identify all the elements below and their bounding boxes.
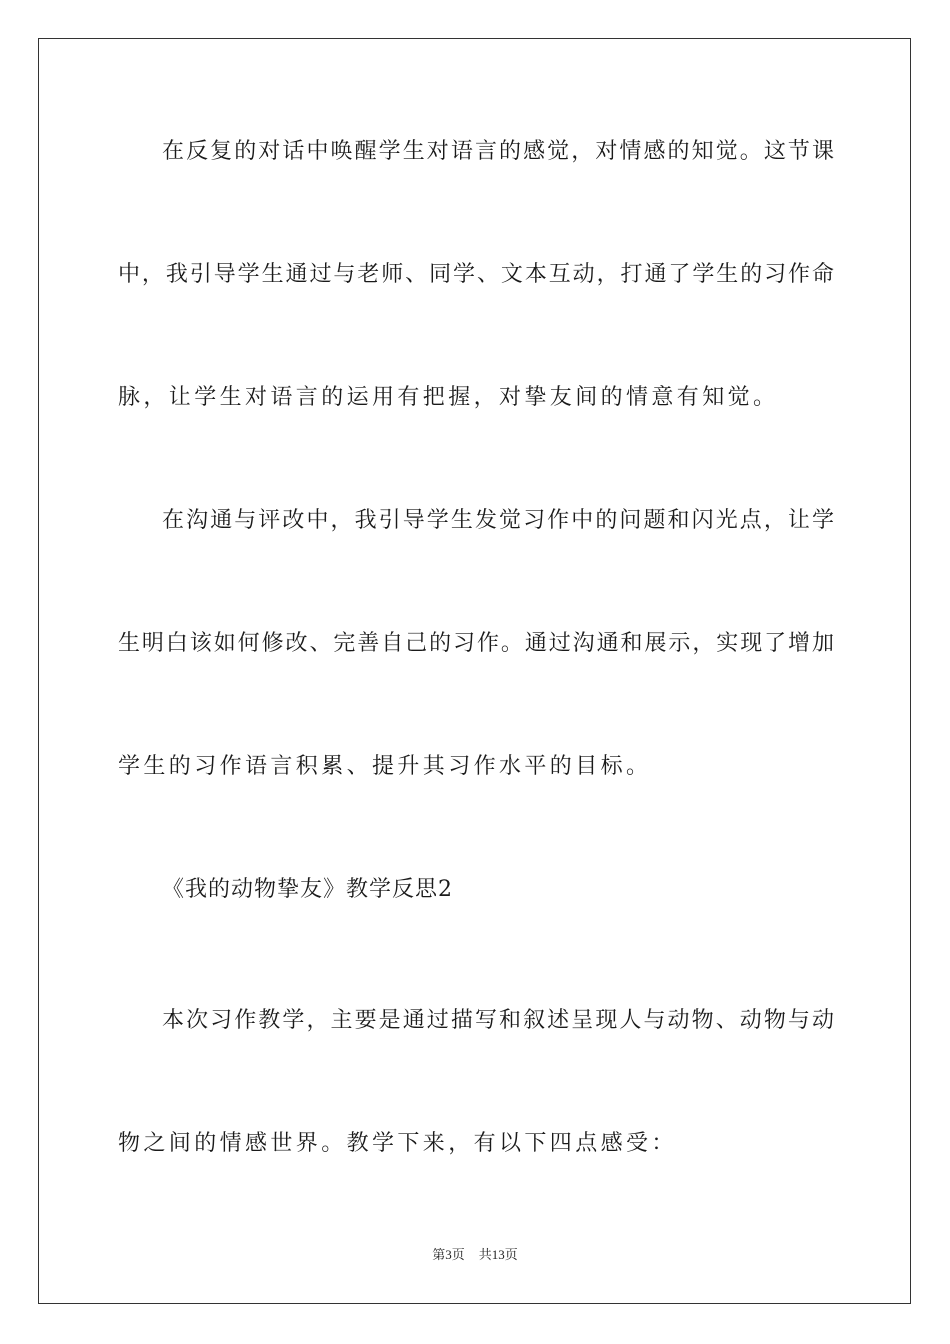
page-footer [0,1246,950,1264]
page-total: 共13页 [478,1247,518,1262]
paragraph-1-line-2: 中，我引导学生通过与老师、同学、文本互动，打通了学生的习作命 [118,262,834,287]
section-heading: 《我的动物挚友》教学反思2 [162,877,453,902]
paragraph-1-line-3: 脉，让学生对语言的运用有把握，对挚友间的情意有知觉。 [118,385,779,410]
page-number: 第3页 [432,1247,465,1262]
paragraph-3-line-2: 物之间的情感世界。教学下来，有以下四点感受： [118,1131,677,1156]
paragraph-3-line-1: 本次习作教学，主要是通过描写和叙述呈现人与动物、动物与动 [162,1008,834,1033]
paragraph-2-line-2: 生明白该如何修改、完善自己的习作。通过沟通和展示，实现了增加 [118,631,834,656]
page-border [38,38,911,1304]
paragraph-1-line-1: 在反复的对话中唤醒学生对语言的感觉，对情感的知觉。这节课 [162,139,834,164]
paragraph-2-line-1: 在沟通与评改中，我引导学生发觉习作中的问题和闪光点，让学 [162,508,834,533]
paragraph-2-line-3: 学生的习作语言积累、提升其习作水平的目标。 [118,754,652,779]
